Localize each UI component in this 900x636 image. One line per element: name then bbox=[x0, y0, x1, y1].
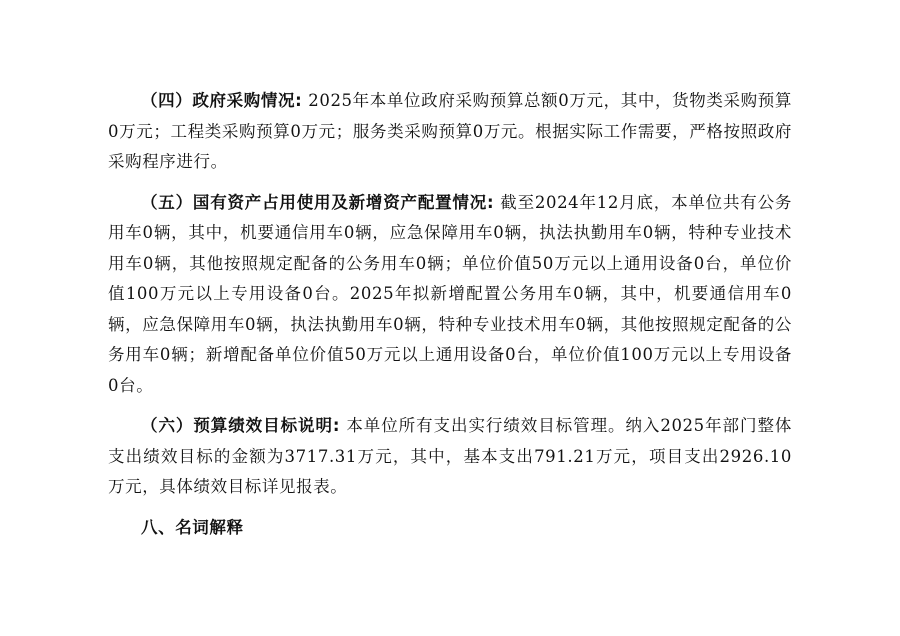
section-heading: 八、名词解释 bbox=[141, 517, 244, 537]
paragraph-state-assets bbox=[108, 188, 792, 402]
paragraph-lead: （五）国有资产占用使用及新增资产配置情况: bbox=[141, 192, 495, 212]
paragraph-government-procurement bbox=[108, 86, 792, 178]
paragraph-body: 本单位所有支出实行绩效目标管理。纳入2025年部门整体支出绩效目标的金额为3717.31万元，其中，基本支出791.21万元，项目支出2926.10万元，具体绩效目标详见报表。 bbox=[108, 416, 792, 496]
paragraph-performance-goals bbox=[108, 411, 792, 503]
paragraph-lead: （四）政府采购情况: bbox=[141, 91, 303, 110]
paragraph-body: 截至2024年12月底，本单位共有公务用车0辆，其中，机要通信用车0辆，应急保障用车0辆，执法执勤用车0辆，特种专业技术用车0辆，其他按照规定配备的公务用车0辆；单位价值50万元以上通用设备0台，单位价值100万元以上专用设备0台。2025年拟新增配置公务用车0辆，其中，机要通信用车0辆，应急保障用车0辆，执法执勤用车0辆，特种专业技术用车0辆，其他按照规定配备的公务用车0辆；新增配备单位价值50万元以上通用设备0台，单位价值100万元以上专用设备0台。 bbox=[108, 192, 792, 395]
paragraph-body: 2025年本单位政府采购预算总额0万元，其中，货物类采购预算0万元；工程类采购预算0万元；服务类采购预算0万元。根据实际工作需要，严格按照政府采购程序进行。 bbox=[108, 91, 792, 171]
paragraph-lead: （六）预算绩效目标说明: bbox=[141, 416, 341, 435]
